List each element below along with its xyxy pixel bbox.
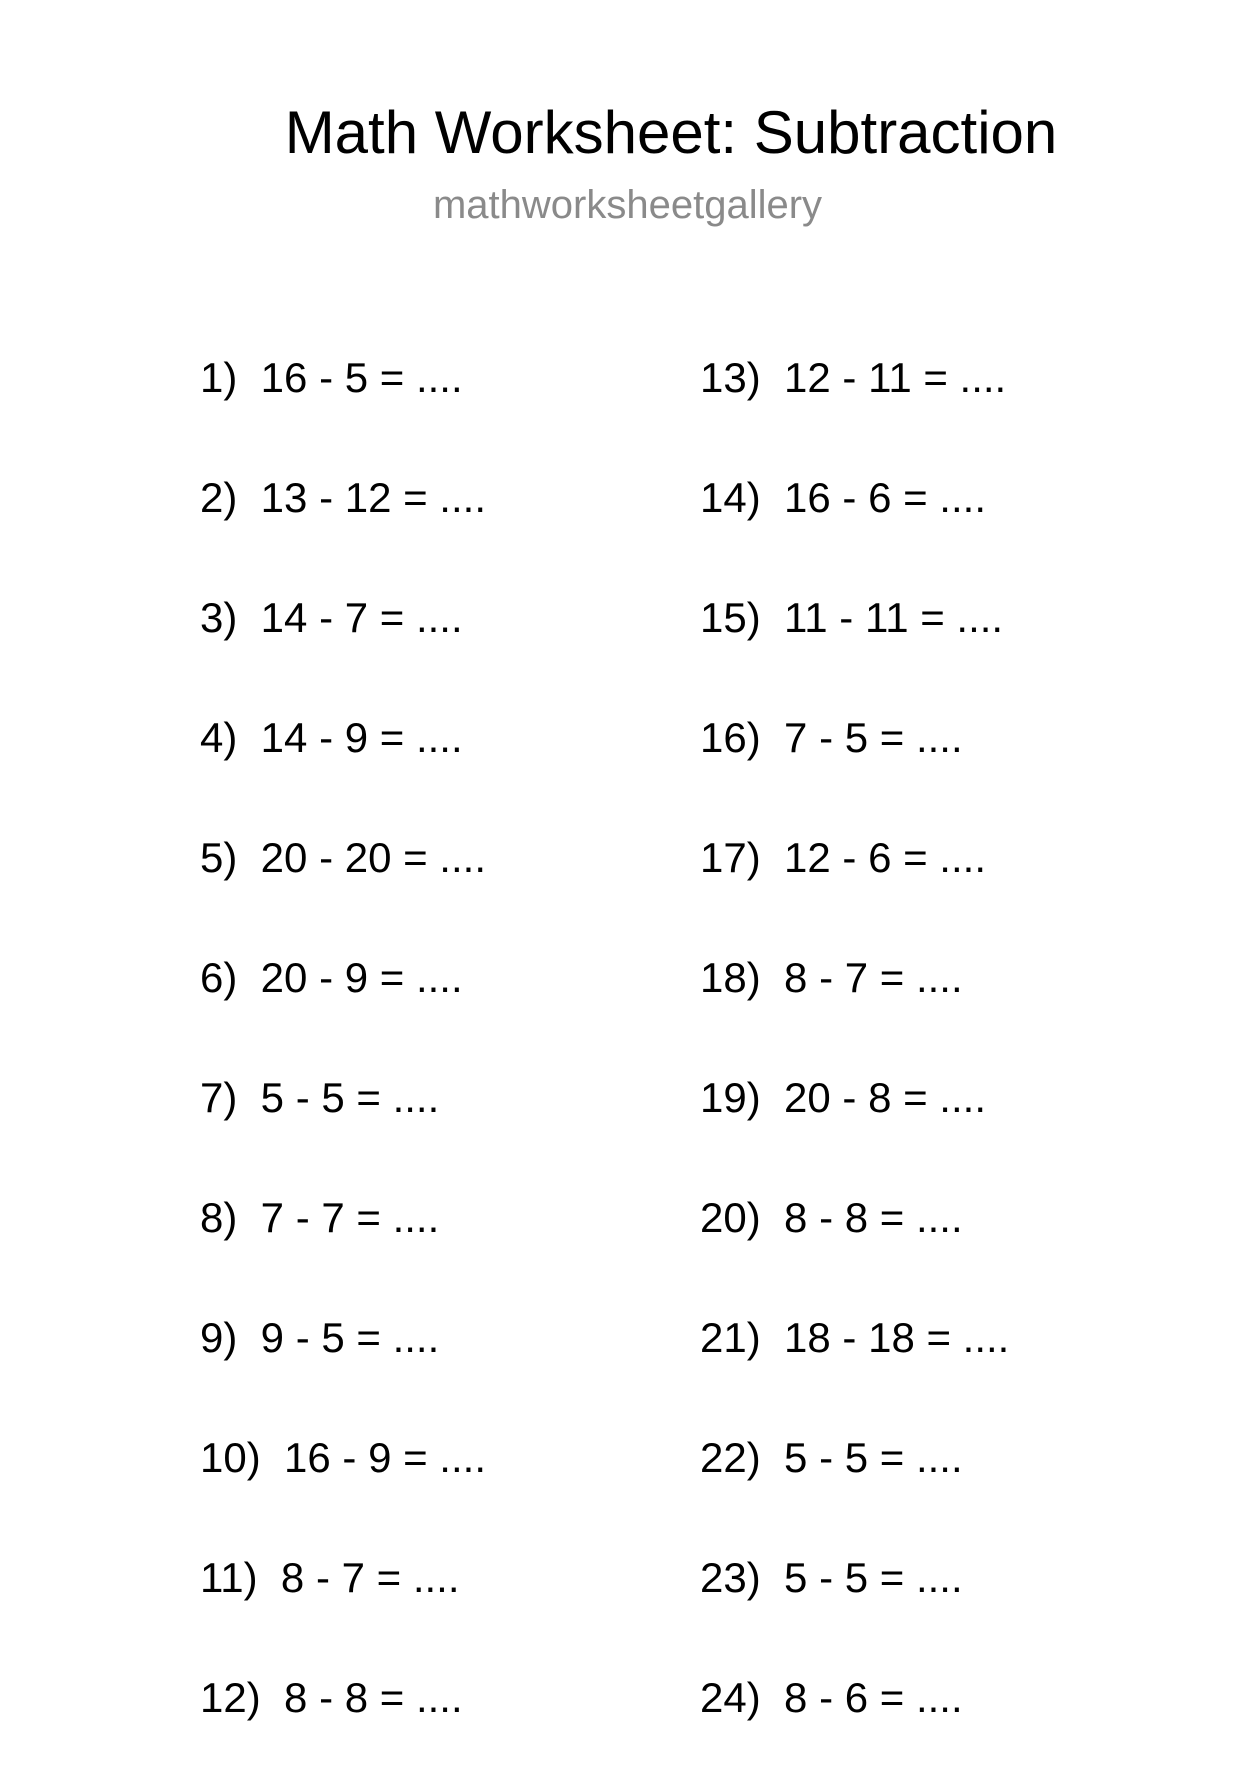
problem-18: 18) 8 - 7 = ....	[700, 954, 963, 1001]
problem-8: 8) 7 - 7 = ....	[200, 1194, 440, 1241]
problem-11: 11) 8 - 7 = ....	[200, 1554, 460, 1601]
worksheet-source: mathworksheetgallery	[432, 183, 823, 227]
problem-list	[200, 348, 1150, 1788]
problem-21: 21) 18 - 18 = ....	[700, 1314, 1010, 1361]
problem-17: 17) 12 - 6 = ....	[700, 834, 986, 881]
problem-1: 1) 16 - 5 = ....	[200, 354, 463, 401]
problem-22: 22) 5 - 5 = ....	[700, 1434, 963, 1481]
problem-3: 3) 14 - 7 = ....	[200, 594, 463, 641]
problem-10: 10) 16 - 9 = ....	[200, 1434, 486, 1481]
problem-13: 13) 12 - 11 = ....	[700, 354, 1007, 401]
problem-5: 5) 20 - 20 = ....	[200, 834, 486, 881]
problem-9: 9) 9 - 5 = ....	[200, 1314, 440, 1361]
problem-2: 2) 13 - 12 = ....	[200, 474, 486, 521]
problem-15: 15) 11 - 11 = ....	[700, 594, 1004, 641]
problem-7: 7) 5 - 5 = ....	[200, 1074, 440, 1121]
problem-23: 23) 5 - 5 = ....	[700, 1554, 963, 1601]
problem-19: 19) 20 - 8 = ....	[700, 1074, 986, 1121]
problem-6: 6) 20 - 9 = ....	[200, 954, 463, 1001]
problem-14: 14) 16 - 6 = ....	[700, 474, 986, 521]
problem-20: 20) 8 - 8 = ....	[700, 1194, 963, 1241]
problem-24: 24) 8 - 6 = ....	[700, 1674, 963, 1721]
problem-16: 16) 7 - 5 = ....	[700, 714, 963, 761]
worksheet-title: Math Worksheet: Subtraction	[284, 99, 1058, 166]
problem-12: 12) 8 - 8 = ....	[200, 1674, 463, 1721]
problem-4: 4) 14 - 9 = ....	[200, 714, 463, 761]
